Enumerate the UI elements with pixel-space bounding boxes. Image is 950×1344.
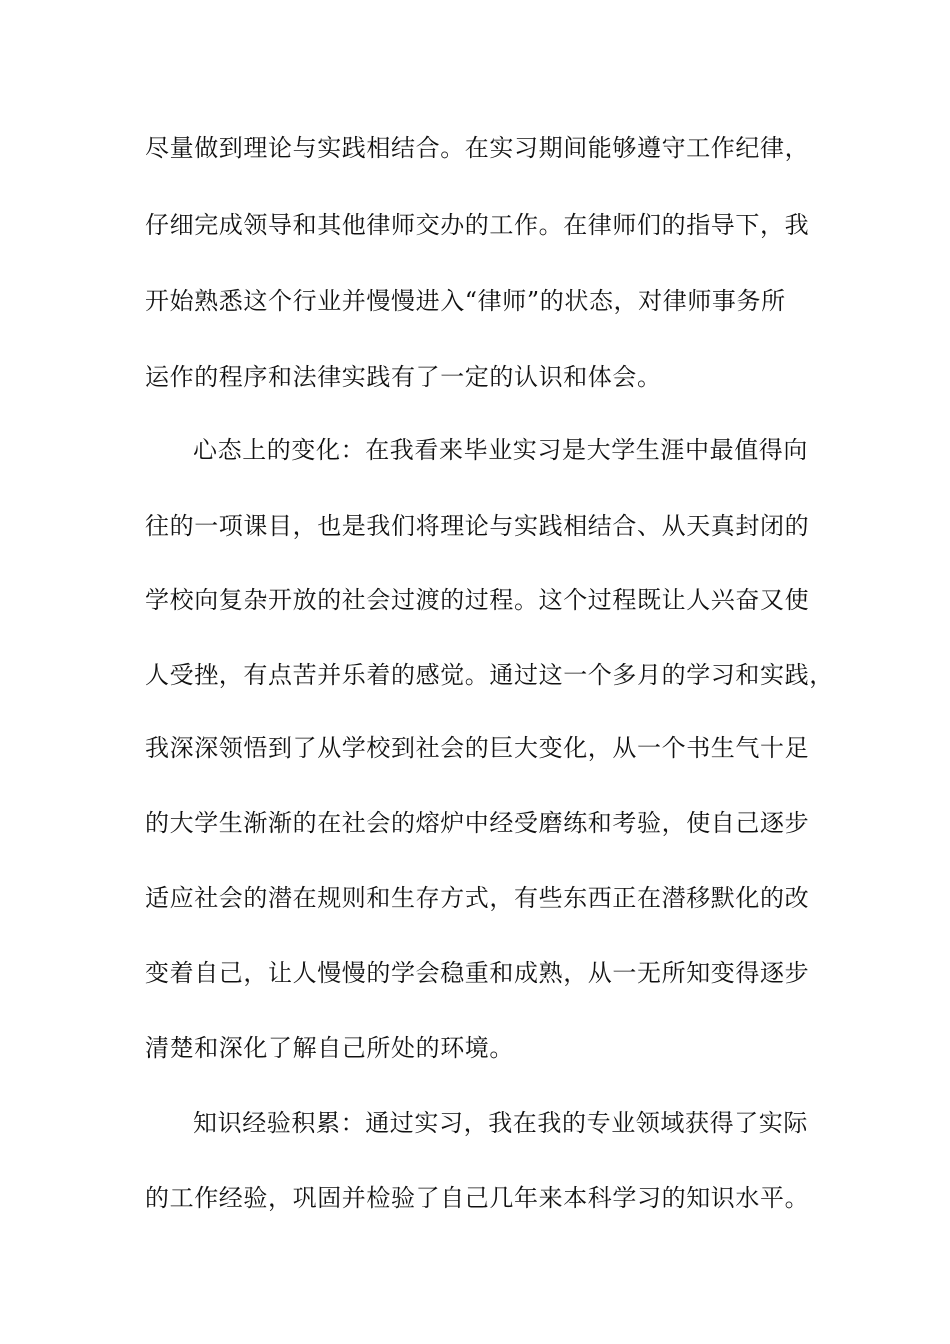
paragraph-line: 往的一项课目，也是我们将理论与实践相结合、从天真封闭的 xyxy=(145,512,810,540)
paragraph-line: 的大学生渐渐的在社会的熔炉中经受磨练和考验，使自己逐步 xyxy=(145,809,810,837)
paragraph-line: 我深深领悟到了从学校到社会的巨大变化，从一个书生气十足 xyxy=(145,734,810,762)
paragraph-line: 变着自己，让人慢慢的学会稳重和成熟，从一无所知变得逐步 xyxy=(145,959,810,987)
paragraph-line: 清楚和深化了解自己所处的环境。 xyxy=(145,1034,514,1062)
paragraph-line: 运作的程序和法律实践有了一定的认识和体会。 xyxy=(145,363,662,391)
paragraph-line: 的工作经验，巩固并检验了自己几年来本科学习的知识水平。 xyxy=(145,1184,810,1212)
paragraph-line: 人受挫，有点苦并乐着的感觉。通过这一个多月的学习和实践， xyxy=(145,661,834,689)
paragraph-line: 学校向复杂开放的社会过渡的过程。这个过程既让人兴奋又使 xyxy=(145,586,810,614)
paragraph-line: 适应社会的潜在规则和生存方式，有些东西正在潜移默化的改 xyxy=(145,884,810,912)
paragraph-line: 开始熟悉这个行业并慢慢进入“律师”的状态，对律师事务所 xyxy=(145,287,786,315)
paragraph-line: 仔细完成领导和其他律师交办的工作。在律师们的指导下，我 xyxy=(145,211,810,239)
paragraph-line: 心态上的变化：在我看来毕业实习是大学生涯中最值得向 xyxy=(193,436,808,464)
paragraph-line: 知识经验积累：通过实习，我在我的专业领域获得了实际 xyxy=(193,1109,808,1137)
paragraph-line: 尽量做到理论与实践相结合。在实习期间能够遵守工作纪律， xyxy=(145,134,810,162)
